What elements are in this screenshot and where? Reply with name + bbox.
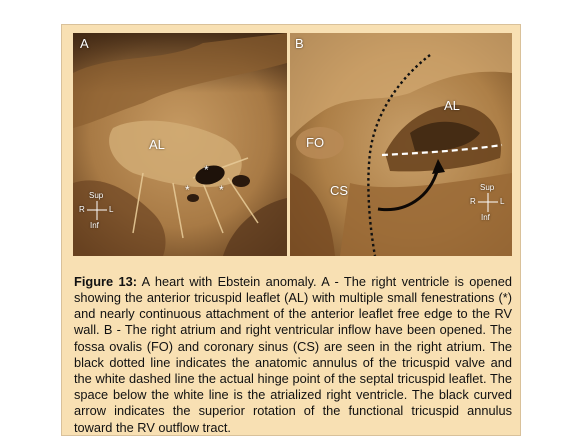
compass-right-label: R	[470, 197, 476, 206]
compass-inf-label: Inf	[90, 221, 99, 230]
compass-sup-label: Sup	[480, 183, 495, 192]
orientation-compass-b	[470, 183, 506, 223]
compass-sup-label: Sup	[89, 191, 104, 200]
compass-right-label: R	[79, 205, 85, 214]
fenestration-mark: *	[219, 183, 224, 197]
caption-lead: Figure 13:	[74, 273, 137, 289]
panel-b-letter: B	[295, 36, 304, 51]
fenestration-mark: *	[185, 183, 190, 197]
orientation-compass-a	[79, 191, 115, 231]
compass-inf-label: Inf	[481, 213, 490, 222]
leaflet-label-al: AL	[149, 137, 165, 152]
panel-a-letter: A	[80, 36, 89, 51]
panel-a-photo	[73, 33, 287, 256]
compass-cross-icon	[79, 191, 115, 231]
compass-left-label: L	[109, 205, 114, 214]
fossa-ovalis-label: FO	[306, 135, 325, 150]
compass-left-label: L	[500, 197, 505, 206]
leaflet-label-al-b: AL	[444, 98, 460, 113]
fenestration-mark: *	[204, 163, 209, 177]
figure-caption	[74, 274, 512, 436]
figure-frame	[61, 24, 521, 436]
coronary-sinus-label: CS	[330, 183, 349, 198]
panel-b-photo	[290, 33, 512, 256]
compass-cross-icon	[470, 183, 506, 223]
caption-text: A heart with Ebstein anomaly. A - The right ventricle is opened showing the anterior tricuspid leaflet (AL) with multiple small fenestrations (*) and nearly continuous attachment of the anterior leaflet free edge to the RV wall. B - The right atrium and right ventricular inflow have been opened. The fossa ovalis (FO) and coronary sinus (CS) are seen in the right atrium. The black dotted line indicates the anatomic annulus of the tricuspid valve and the white dashed line the actual hinge point of the septal tricuspid leaflet. The space below the white line is the atrialized right ventricle. The black curved arrow indicates the superior rotation of the functional tricuspid annulus toward the RV outflow tract.	[74, 273, 512, 435]
